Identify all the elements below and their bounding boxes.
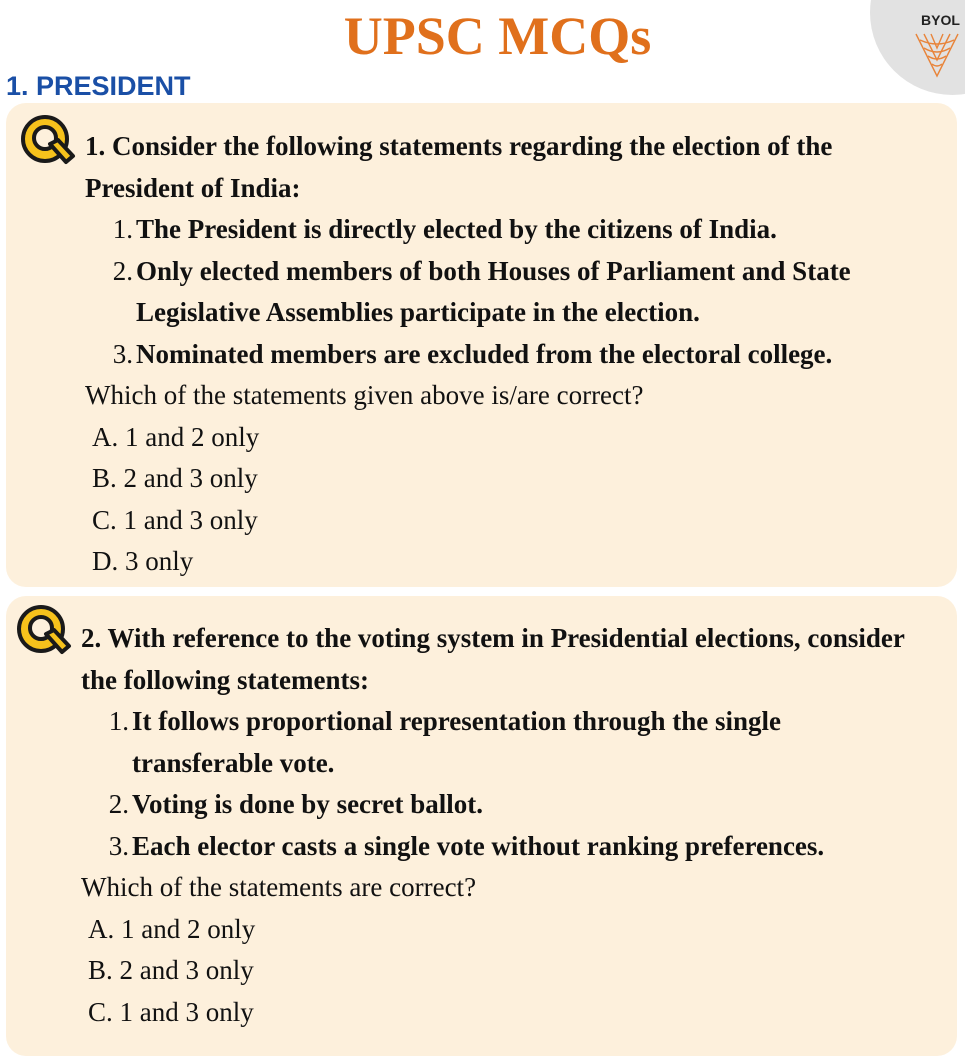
- statement-1: [106, 209, 915, 251]
- statement-text: It follows proportional representation through the single transferable vote.: [132, 706, 782, 778]
- statement-number: 1.: [112, 214, 133, 244]
- question-2: [81, 618, 911, 1033]
- question-prompt: Which of the statements given above is/are correct?: [85, 380, 644, 410]
- question-prompt: Which of the statements are correct?: [81, 872, 477, 902]
- page-title: UPSC MCQs: [343, 6, 652, 66]
- section-heading: 1. PRESIDENT: [6, 71, 191, 101]
- statement-text: The President is directly elected by the citizens of India.: [136, 214, 777, 244]
- statement-3: [106, 334, 915, 376]
- statement-text: Each elector casts a single vote without ranking preferences.: [132, 830, 825, 861]
- statement-number: 1.: [108, 706, 129, 736]
- question-stem: 2. With reference to the voting system in Presidential elections, consider the following statements:: [81, 623, 905, 695]
- statement-text: Only elected members of both Houses of Parliament and State Legislative Assemblies participate in the election.: [136, 255, 851, 327]
- statement-number: 2.: [108, 789, 129, 819]
- option-a[interactable]: A. 1 and 2 only: [92, 421, 260, 452]
- option-d[interactable]: D. 3 only: [92, 546, 194, 576]
- option-a[interactable]: A. 1 and 2 only: [88, 913, 256, 944]
- statement-text: Voting is done by secret ballot.: [132, 789, 484, 819]
- statement-2: [102, 784, 911, 826]
- brand-name: BYOL: [921, 12, 960, 28]
- statement-text: Nominated members are excluded from the electoral college.: [136, 338, 833, 369]
- statement-number: 2.: [112, 255, 133, 286]
- question-badge-icon: [16, 110, 78, 172]
- statement-3: [102, 826, 911, 868]
- statement-number: 3.: [112, 338, 133, 369]
- option-b[interactable]: B. 2 and 3 only: [88, 955, 254, 985]
- option-b[interactable]: B. 2 and 3 only: [92, 463, 258, 493]
- question-badge-icon: [12, 600, 74, 662]
- question-stem: 1. Consider the following statements regarding the election of the President of India:: [85, 131, 833, 203]
- option-c[interactable]: C. 1 and 3 only: [92, 504, 258, 535]
- question-1: [85, 126, 915, 583]
- statement-1: [102, 701, 911, 784]
- statement-2: [106, 251, 915, 334]
- option-c[interactable]: C. 1 and 3 only: [88, 996, 254, 1027]
- statement-number: 3.: [108, 830, 129, 861]
